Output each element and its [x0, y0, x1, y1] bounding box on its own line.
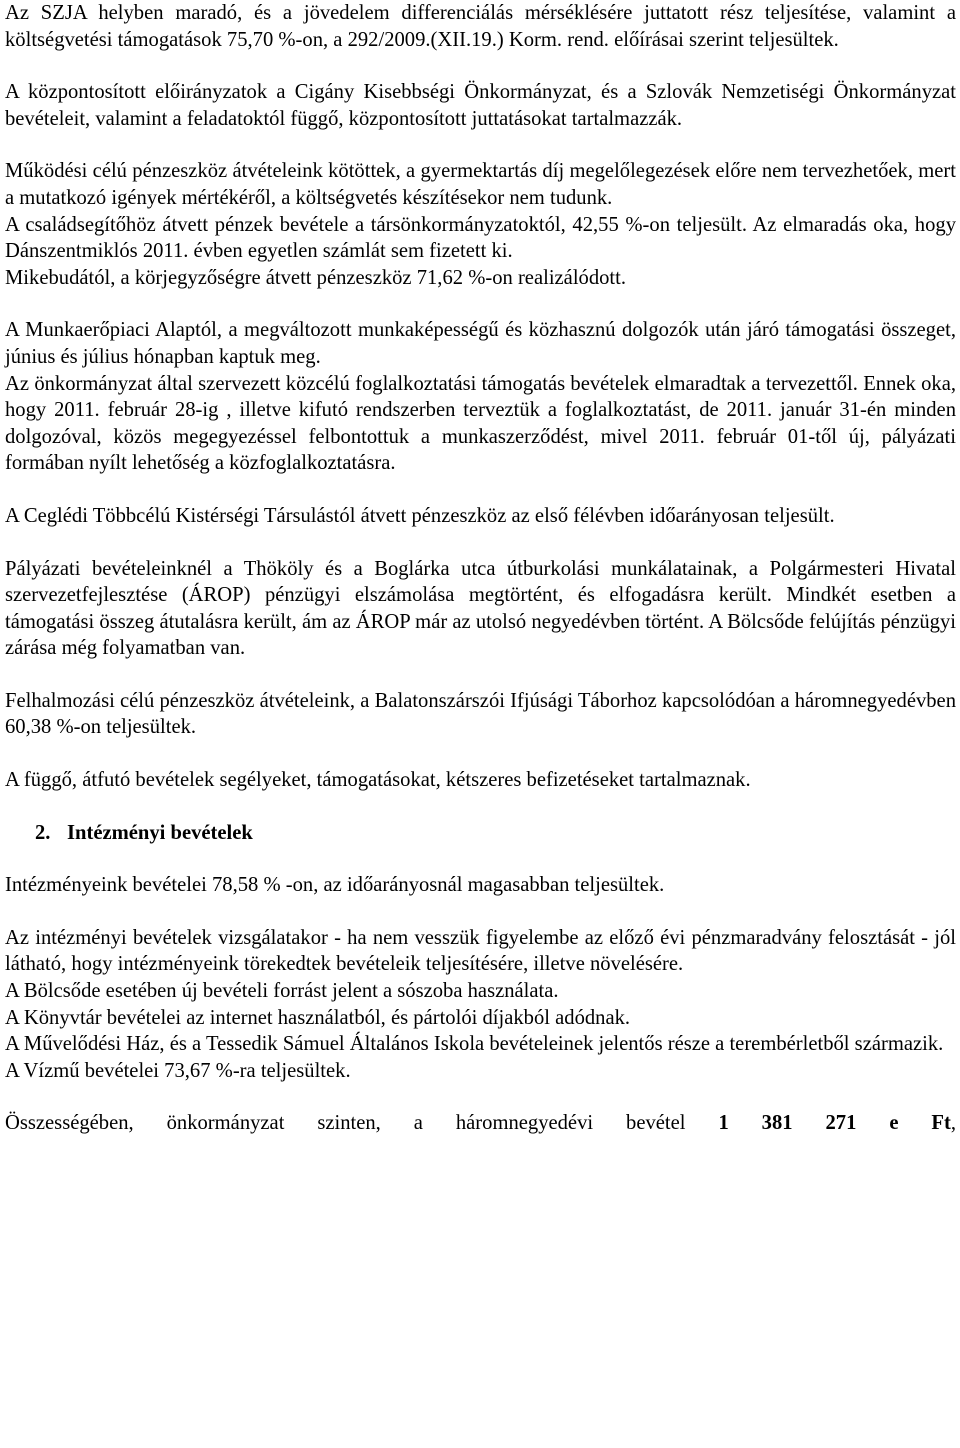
paragraph-fuggo: A függő, átfutó bevételek segélyeket, támogatásokat, kétszeres befizetéseket tartalmaznak. — [5, 769, 751, 792]
paragraph-mukodesi-celu: Működési célú pénzeszköz átvételeink kötöttek, a gyermektartás díj megelőlegezések előre nem tervezhetőek, mert a mutatkozó igények mértékéről, a költségvetés készítésekor nem tudunk. — [5, 160, 956, 209]
summary-suffix: , — [950, 1112, 957, 1135]
paragraph-vizsgalat: Az intézményi bevételek vizsgálatakor - ha nem vesszük figyelembe az előző évi pénzmaradvány felosztását - jól látható, hogy intézményeink törekedtek bevételeik teljesítésére, illetve növelésére. — [5, 926, 956, 976]
paragraph-muvelodesi-haz: A Művelődési Ház, és a Tessedik Sámuel Általános Iskola bevételeinek jelentős része a terembérletből származik. — [5, 1033, 944, 1056]
section-title: Intézményi bevételek — [67, 821, 253, 844]
paragraph-munkaeropiaci: A Munkaerőpiaci Alaptól, a megváltozott munkaképességű és közhasznú dolgozók után járó támogatási összeget, június és július hónapban kaptuk meg. — [5, 319, 956, 368]
paragraph-mikebuda: Mikebudától, a körjegyzőségre átvett pénzeszköz 71,62 %-on realizálódott. — [5, 266, 627, 289]
paragraph-osszessegeben — [5, 1110, 956, 1137]
paragraph-konyvtar: A Könyvtár bevételei az internet használatból, és pártolói díjakból adódnak. — [5, 1006, 631, 1029]
paragraph-bolcsode: A Bölcsőde esetében új bevételi forrást jelent a sószoba használata. — [5, 980, 559, 1003]
summary-prefix: Összességében, önkormányzat szinten, a háromnegyedévi bevétel — [5, 1112, 686, 1135]
paragraph-kozcelu: Az önkormányzat által szervezett közcélú foglalkoztatási támogatás bevételek elmaradtak a tervezettől. Ennek oka, hogy 2011. február 28-ig , illetve kifutó rendszerben terveztük a foglalkoztatást, de 2011. január 31-én minden dolgozóval, közös megegyezéssel felbontottuk a munkaszerződést, mivel 2011. február 01-től új, pályázati formában nyílt lehetőség a közfoglalkoztatásra. — [5, 372, 956, 475]
summary-amount: 1 381 271 e Ft — [718, 1112, 951, 1135]
paragraph-vizmu: A Vízmű bevételei 73,67 %-ra teljesültek. — [5, 1059, 351, 1082]
paragraph-szja: Az SZJA helyben maradó, és a jövedelem differenciálás mérséklésére juttatott rész teljesítése, valamint a költségvetési támogatások 75,70 %-on, a 292/2009.(XII.19.) Korm. rend. előírásai szerint teljesültek. — [5, 2, 956, 51]
paragraph-felhalmozasi: Felhalmozási célú pénzeszköz átvételeink, a Balatonszárszói Ifjúsági Táborhoz kapcsolódóan a háromnegyedévben 60,38 %-on teljesültek. — [5, 689, 956, 739]
section-number: 2. — [35, 821, 51, 844]
paragraph-palyazati: Pályázati bevételeinknél a Thököly és a Boglárka utca útburkolási munkálatainak, a Polgármesteri Hivatal szervezetfejlesztése (ÁROP) pénzügyi elszámolása megtörtént, és elfogadásra került. Mindkét esetben a támogatási összeg átutalásra került, ám az ÁROP már az utolsó negyedévben történt. A Bölcsőde felújítás pénzügyi zárása még folyamatban van. — [5, 557, 956, 660]
document-page — [5, 0, 956, 1137]
section-heading — [5, 820, 956, 847]
paragraph-kozpontositott: A központosított előirányzatok a Cigány Kisebbségi Önkormányzat, és a Szlovák Nemzetiségi Önkormányzat bevételeit, valamint a feladatoktól függő, központosított juttatásokat tartalmazzák. — [5, 81, 956, 130]
paragraph-intezmenyi-teljesules: Intézményeink bevételei 78,58 % -on, az időarányosnál magasabban teljesültek. — [5, 874, 665, 897]
paragraph-kisterseg: A Ceglédi Többcélú Kistérségi Társulástól átvett pénzeszköz az első félévben időarányosan teljesült. — [5, 504, 835, 527]
paragraph-csaladsegito: A családsegítőhöz átvett pénzek bevétele a társönkormányzatoktól, 42,55 %-on teljesült. Az elmaradás oka, hogy Dánszentmiklós 2011. évben egyetlen számlát sem fizetett ki. — [5, 213, 956, 263]
